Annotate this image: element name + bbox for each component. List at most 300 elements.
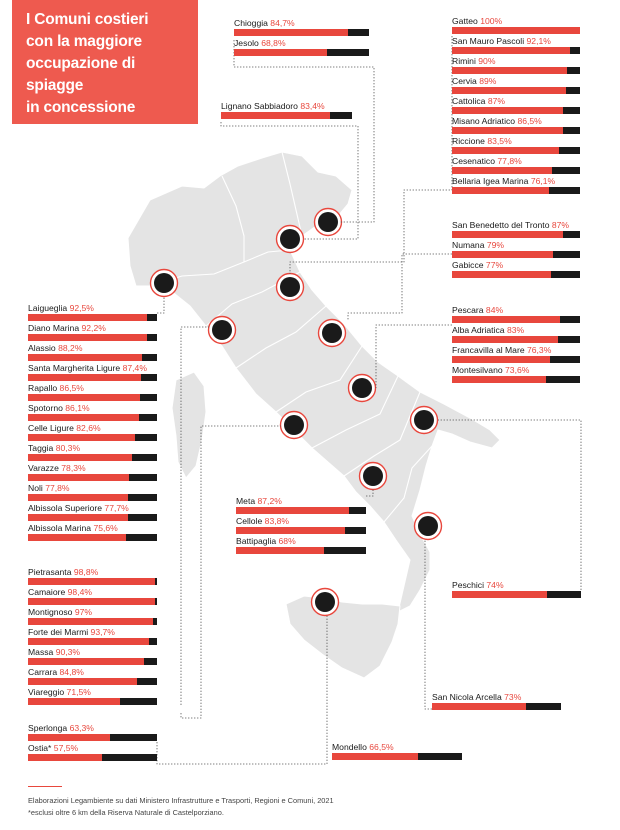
bar-label: [28, 383, 84, 393]
source-note: Elaborazioni Legambiente su dati Ministero Infrastrutture e Trasporti, Regioni e Comuni, 2021: [28, 796, 334, 805]
percent-label: 66,5%: [366, 742, 394, 752]
bar-row: [236, 536, 366, 556]
bar-row: [432, 692, 561, 712]
bar-label: [28, 323, 106, 333]
city-name: Jesolo: [234, 38, 259, 48]
leader-line: [157, 296, 164, 313]
bar-fill: [452, 27, 580, 34]
city-name: Chioggia: [234, 18, 268, 28]
bar-fill: [452, 376, 546, 383]
bar-label: [28, 587, 92, 597]
bar-fill: [221, 112, 330, 119]
bar-track: [452, 356, 580, 363]
bar-fill: [28, 394, 140, 401]
bar-row: [452, 345, 580, 365]
city-name: Francavilla al Mare: [452, 345, 525, 355]
city-name: Mondello: [332, 742, 367, 752]
bar-row: [28, 523, 157, 543]
bar-row: [452, 116, 580, 136]
bar-label: [236, 516, 289, 526]
bar-fill: [28, 734, 110, 741]
percent-label: 92,1%: [524, 36, 551, 46]
percent-label: 87%: [485, 96, 506, 106]
percent-label: 77,8%: [495, 156, 522, 166]
bar-row: [28, 607, 157, 627]
bar-label: [28, 503, 129, 513]
city-name: Cellole: [236, 516, 263, 526]
bar-group-calabria: [432, 692, 561, 712]
title-box: [12, 0, 198, 124]
percent-label: 84,7%: [267, 18, 295, 28]
city-name: Diano Marina: [28, 323, 80, 333]
percent-label: 100%: [477, 16, 503, 26]
bar-fill: [28, 334, 147, 341]
bar-label: [452, 36, 551, 46]
bar-row: [28, 363, 157, 383]
bar-fill: [28, 678, 137, 685]
bar-label: [332, 742, 394, 752]
bar-track: [28, 434, 157, 441]
bar-row: [28, 303, 157, 323]
bar-track: [452, 187, 580, 194]
city-name: San Mauro Pascoli: [452, 36, 525, 46]
city-name: Montesilvano: [452, 365, 503, 375]
percent-label: 86,5%: [57, 383, 84, 393]
city-marker-dot: [284, 415, 304, 435]
bar-fill: [28, 454, 132, 461]
notes-rule: [28, 786, 62, 787]
bar-label: [28, 523, 118, 533]
percent-label: 97%: [72, 607, 93, 617]
bar-track: [452, 231, 580, 238]
city-marker-dot: [363, 466, 383, 486]
title-line-2: con la maggiore: [26, 33, 142, 50]
bar-track: [452, 47, 580, 54]
city-marker: [281, 412, 308, 439]
bar-label: [28, 463, 86, 473]
bar-label: [432, 692, 521, 702]
bar-track: [221, 112, 352, 119]
bar-fill: [452, 147, 559, 154]
bar-fill: [28, 698, 120, 705]
bar-row: [28, 743, 157, 763]
bar-track: [234, 29, 369, 36]
bar-row: [28, 503, 157, 523]
bar-label: [452, 156, 522, 166]
percent-label: 84%: [483, 305, 504, 315]
bar-label: [28, 607, 92, 617]
city-marker-dot: [280, 277, 300, 297]
bar-fill: [452, 271, 551, 278]
percent-label: 98,8%: [71, 567, 99, 577]
bar-fill: [28, 578, 155, 585]
bar-fill: [234, 29, 348, 36]
bar-row: [234, 18, 369, 38]
city-marker: [209, 317, 236, 344]
city-marker: [277, 226, 304, 253]
percent-label: 80,3%: [53, 443, 81, 453]
percent-label: 77,8%: [42, 483, 70, 493]
percent-label: 83,8%: [262, 516, 290, 526]
bar-row: [234, 38, 369, 58]
bar-row: [236, 516, 366, 536]
percent-label: 57,5%: [51, 743, 79, 753]
bar-track: [28, 374, 157, 381]
bar-fill: [332, 753, 418, 760]
bar-label: [28, 627, 115, 637]
bar-track: [452, 27, 580, 34]
city-name: Battipaglia: [236, 536, 277, 546]
city-name: San Nicola Arcella: [432, 692, 502, 702]
bar-fill: [236, 527, 345, 534]
bar-track: [236, 527, 366, 534]
bar-fill: [28, 434, 135, 441]
bar-track: [28, 754, 157, 761]
city-name: Pescara: [452, 305, 484, 315]
city-name: Lignano Sabbiadoro: [221, 101, 298, 111]
bar-label: [452, 580, 504, 590]
bar-fill: [452, 67, 567, 74]
bar-label: [452, 305, 503, 315]
bar-label: [28, 423, 101, 433]
percent-label: 92,2%: [79, 323, 106, 333]
city-marker-dot: [322, 323, 342, 343]
bar-group-romagna: [452, 16, 580, 196]
city-marker: [319, 320, 346, 347]
title-line-1: I Comuni costieri: [26, 11, 149, 28]
percent-label: 87,4%: [120, 363, 147, 373]
bar-track: [28, 474, 157, 481]
bar-label: [452, 136, 512, 146]
bar-fill: [452, 591, 547, 598]
bar-row: [452, 220, 580, 240]
bar-track: [452, 107, 580, 114]
bar-label: [28, 647, 80, 657]
bar-label: [452, 365, 529, 375]
bar-row: [28, 463, 157, 483]
bar-row: [28, 587, 157, 607]
city-name: Alassio: [28, 343, 56, 353]
bar-track: [452, 336, 580, 343]
bar-group-toscana: [28, 567, 157, 707]
bar-track: [452, 167, 580, 174]
percent-label: 83,4%: [297, 101, 325, 111]
leader-line: [348, 254, 452, 320]
percent-label: 83%: [504, 325, 525, 335]
bar-group-liguria: [28, 303, 157, 543]
percent-label: 86,1%: [62, 403, 90, 413]
city-name: Cesenatico: [452, 156, 495, 166]
percent-label: 77%: [483, 260, 504, 270]
bar-label: [452, 240, 504, 250]
percent-label: 93,7%: [88, 627, 115, 637]
bar-fill: [28, 754, 102, 761]
city-name: Forte dei Marmi: [28, 627, 89, 637]
bar-track: [452, 87, 580, 94]
city-name: Albissola Superiore: [28, 503, 103, 513]
city-name: Viareggio: [28, 687, 65, 697]
leader-line: [157, 616, 327, 764]
bar-fill: [28, 474, 129, 481]
bar-track: [28, 638, 157, 645]
footnote: *esclusi oltre 6 km della Riserva Naturale di Castelporziano.: [28, 808, 224, 817]
city-marker-dot: [280, 229, 300, 249]
bar-label: [28, 667, 84, 677]
bar-track: [28, 414, 157, 421]
percent-label: 90,3%: [53, 647, 81, 657]
bar-track: [236, 507, 366, 514]
percent-label: 86,5%: [515, 116, 542, 126]
bar-fill: [452, 127, 563, 134]
city-name: Numana: [452, 240, 485, 250]
bar-row: [452, 76, 580, 96]
city-name: Cattolica: [452, 96, 486, 106]
percent-label: 76,1%: [528, 176, 556, 186]
city-marker: [360, 463, 387, 490]
percent-label: 88,2%: [55, 343, 83, 353]
bar-track: [28, 598, 157, 605]
bar-label: [28, 443, 80, 453]
bar-track: [28, 578, 157, 585]
bar-row: [28, 483, 157, 503]
bar-row: [28, 647, 157, 667]
percent-label: 82,6%: [73, 423, 101, 433]
bar-fill: [452, 187, 549, 194]
city-name: Misano Adriatico: [452, 116, 516, 126]
bar-track: [452, 127, 580, 134]
city-name: Massa: [28, 647, 54, 657]
city-marker-dot: [414, 410, 434, 430]
bar-label: [234, 18, 295, 28]
bar-group-sicilia: [332, 742, 462, 762]
bar-row: [452, 240, 580, 260]
percent-label: 92,5%: [67, 303, 94, 313]
city-marker: [312, 589, 339, 616]
bar-group-campania: [236, 496, 366, 556]
bar-row: [452, 56, 580, 76]
city-marker: [415, 513, 442, 540]
bar-label: [28, 743, 78, 753]
percent-label: 78,3%: [58, 463, 86, 473]
bar-track: [236, 547, 366, 554]
title-line-3: occupazione di spiagge: [26, 55, 136, 94]
percent-label: 83,5%: [484, 136, 512, 146]
bar-track: [28, 534, 157, 541]
bar-label: [452, 56, 495, 66]
city-marker: [315, 209, 342, 236]
bar-row: [452, 156, 580, 176]
bar-label: [28, 363, 147, 373]
bar-row: [452, 16, 580, 36]
city-name: San Benedetto del Tronto: [452, 220, 550, 230]
bar-fill: [452, 251, 553, 258]
city-name: Meta: [236, 496, 256, 506]
percent-label: 87,2%: [255, 496, 282, 506]
bar-label: [28, 343, 82, 353]
percent-label: 74%: [484, 580, 504, 590]
bar-fill: [28, 314, 147, 321]
bar-fill: [28, 374, 141, 381]
bar-fill: [452, 231, 563, 238]
percent-label: 90%: [475, 56, 496, 66]
bar-track: [28, 314, 157, 321]
percent-label: 75,6%: [91, 523, 118, 533]
city-marker-dot: [315, 592, 335, 612]
city-name: Rapallo: [28, 383, 58, 393]
city-name: Sperlonga: [28, 723, 68, 733]
bar-label: [452, 96, 505, 106]
city-name: Alba Adriatica: [452, 325, 505, 335]
bar-group-abruzzo: [452, 305, 580, 385]
city-name: Carrara: [28, 667, 58, 677]
city-name: Taggia: [28, 443, 54, 453]
bar-label: [28, 687, 91, 697]
bar-row: [452, 325, 580, 345]
bar-track: [452, 316, 580, 323]
bar-label: [452, 325, 524, 335]
city-marker-dot: [212, 320, 232, 340]
bar-track: [28, 678, 157, 685]
city-name: Celle Ligure: [28, 423, 74, 433]
bar-row: [452, 365, 580, 385]
bar-label: [28, 567, 98, 577]
bar-label: [28, 303, 94, 313]
bar-track: [234, 49, 369, 56]
bar-track: [332, 753, 462, 760]
bar-group-lignano: [221, 101, 352, 121]
bar-fill: [452, 336, 558, 343]
city-marker-dot: [352, 378, 372, 398]
bar-group-puglia: [452, 580, 581, 600]
bar-track: [28, 334, 157, 341]
bar-row: [28, 323, 157, 343]
bar-group-chioggia: [234, 18, 369, 58]
percent-label: 98,4%: [65, 587, 93, 597]
bar-row: [28, 667, 157, 687]
percent-label: 63,3%: [67, 723, 94, 733]
bar-track: [452, 147, 580, 154]
city-name: Pietrasanta: [28, 567, 72, 577]
bar-track: [28, 514, 157, 521]
bar-label: [28, 483, 70, 493]
city-marker: [277, 274, 304, 301]
bar-row: [332, 742, 462, 762]
bar-row: [452, 305, 580, 325]
bar-track: [432, 703, 561, 710]
city-name: Albissola Marina: [28, 523, 92, 533]
city-name: Montignoso: [28, 607, 73, 617]
bar-fill: [28, 534, 126, 541]
city-marker-dot: [418, 516, 438, 536]
bar-label: [452, 176, 555, 186]
bar-track: [452, 251, 580, 258]
bar-fill: [452, 47, 570, 54]
city-name: Gatteo: [452, 16, 478, 26]
bar-row: [28, 343, 157, 363]
percent-label: 76,3%: [524, 345, 552, 355]
bar-fill: [28, 638, 149, 645]
bar-track: [28, 394, 157, 401]
bar-track: [452, 67, 580, 74]
bar-fill: [234, 49, 327, 56]
bar-track: [28, 734, 157, 741]
bar-row: [452, 136, 580, 156]
bar-row: [452, 36, 580, 56]
bar-row: [28, 443, 157, 463]
bar-label: [236, 496, 282, 506]
bar-group-lazio: [28, 723, 157, 763]
city-name: Laigueglia: [28, 303, 68, 313]
bar-fill: [452, 87, 566, 94]
city-name: Gabicce: [452, 260, 484, 270]
city-name: Varazze: [28, 463, 59, 473]
bar-label: [452, 345, 551, 355]
percent-label: 73,6%: [502, 365, 530, 375]
city-name: Cervia: [452, 76, 477, 86]
bar-fill: [28, 354, 142, 361]
bar-fill: [28, 494, 128, 501]
percent-label: 87%: [549, 220, 570, 230]
city-name: Rimini: [452, 56, 476, 66]
leader-line: [181, 426, 281, 718]
bar-fill: [28, 414, 139, 421]
bar-row: [28, 423, 157, 443]
percent-label: 68,8%: [258, 38, 286, 48]
city-marker: [349, 375, 376, 402]
bar-label: [234, 38, 286, 48]
percent-label: 84,8%: [57, 667, 84, 677]
bar-row: [28, 403, 157, 423]
bar-track: [28, 454, 157, 461]
bar-track: [28, 354, 157, 361]
bar-fill: [28, 658, 144, 665]
bar-label: [236, 536, 296, 546]
percent-label: 71,5%: [64, 687, 91, 697]
city-name: Spotorno: [28, 403, 63, 413]
bar-fill: [28, 618, 153, 625]
leader-line: [290, 36, 452, 274]
bar-label: [452, 76, 496, 86]
percent-label: 89%: [476, 76, 497, 86]
bar-track: [452, 271, 580, 278]
bar-row: [28, 687, 157, 707]
bar-row: [452, 580, 581, 600]
bar-label: [452, 220, 569, 230]
bar-row: [452, 260, 580, 280]
bar-row: [221, 101, 352, 121]
bar-row: [28, 723, 157, 743]
bar-fill: [452, 167, 552, 174]
bar-fill: [452, 107, 563, 114]
bar-row: [452, 176, 580, 196]
city-name: Peschici: [452, 580, 484, 590]
city-name: Bellaria Igea Marina: [452, 176, 529, 186]
bar-row: [452, 96, 580, 116]
bar-fill: [28, 598, 155, 605]
percent-label: 77,7%: [102, 503, 129, 513]
city-name: Ostia*: [28, 743, 52, 753]
city-name: Camaiore: [28, 587, 66, 597]
bar-track: [452, 376, 580, 383]
city-marker-dot: [154, 273, 174, 293]
city-name: Noli: [28, 483, 43, 493]
bar-row: [28, 567, 157, 587]
percent-label: 73%: [501, 692, 522, 702]
bar-track: [28, 658, 157, 665]
bar-fill: [236, 507, 349, 514]
bar-label: [452, 260, 503, 270]
city-marker-dot: [318, 212, 338, 232]
